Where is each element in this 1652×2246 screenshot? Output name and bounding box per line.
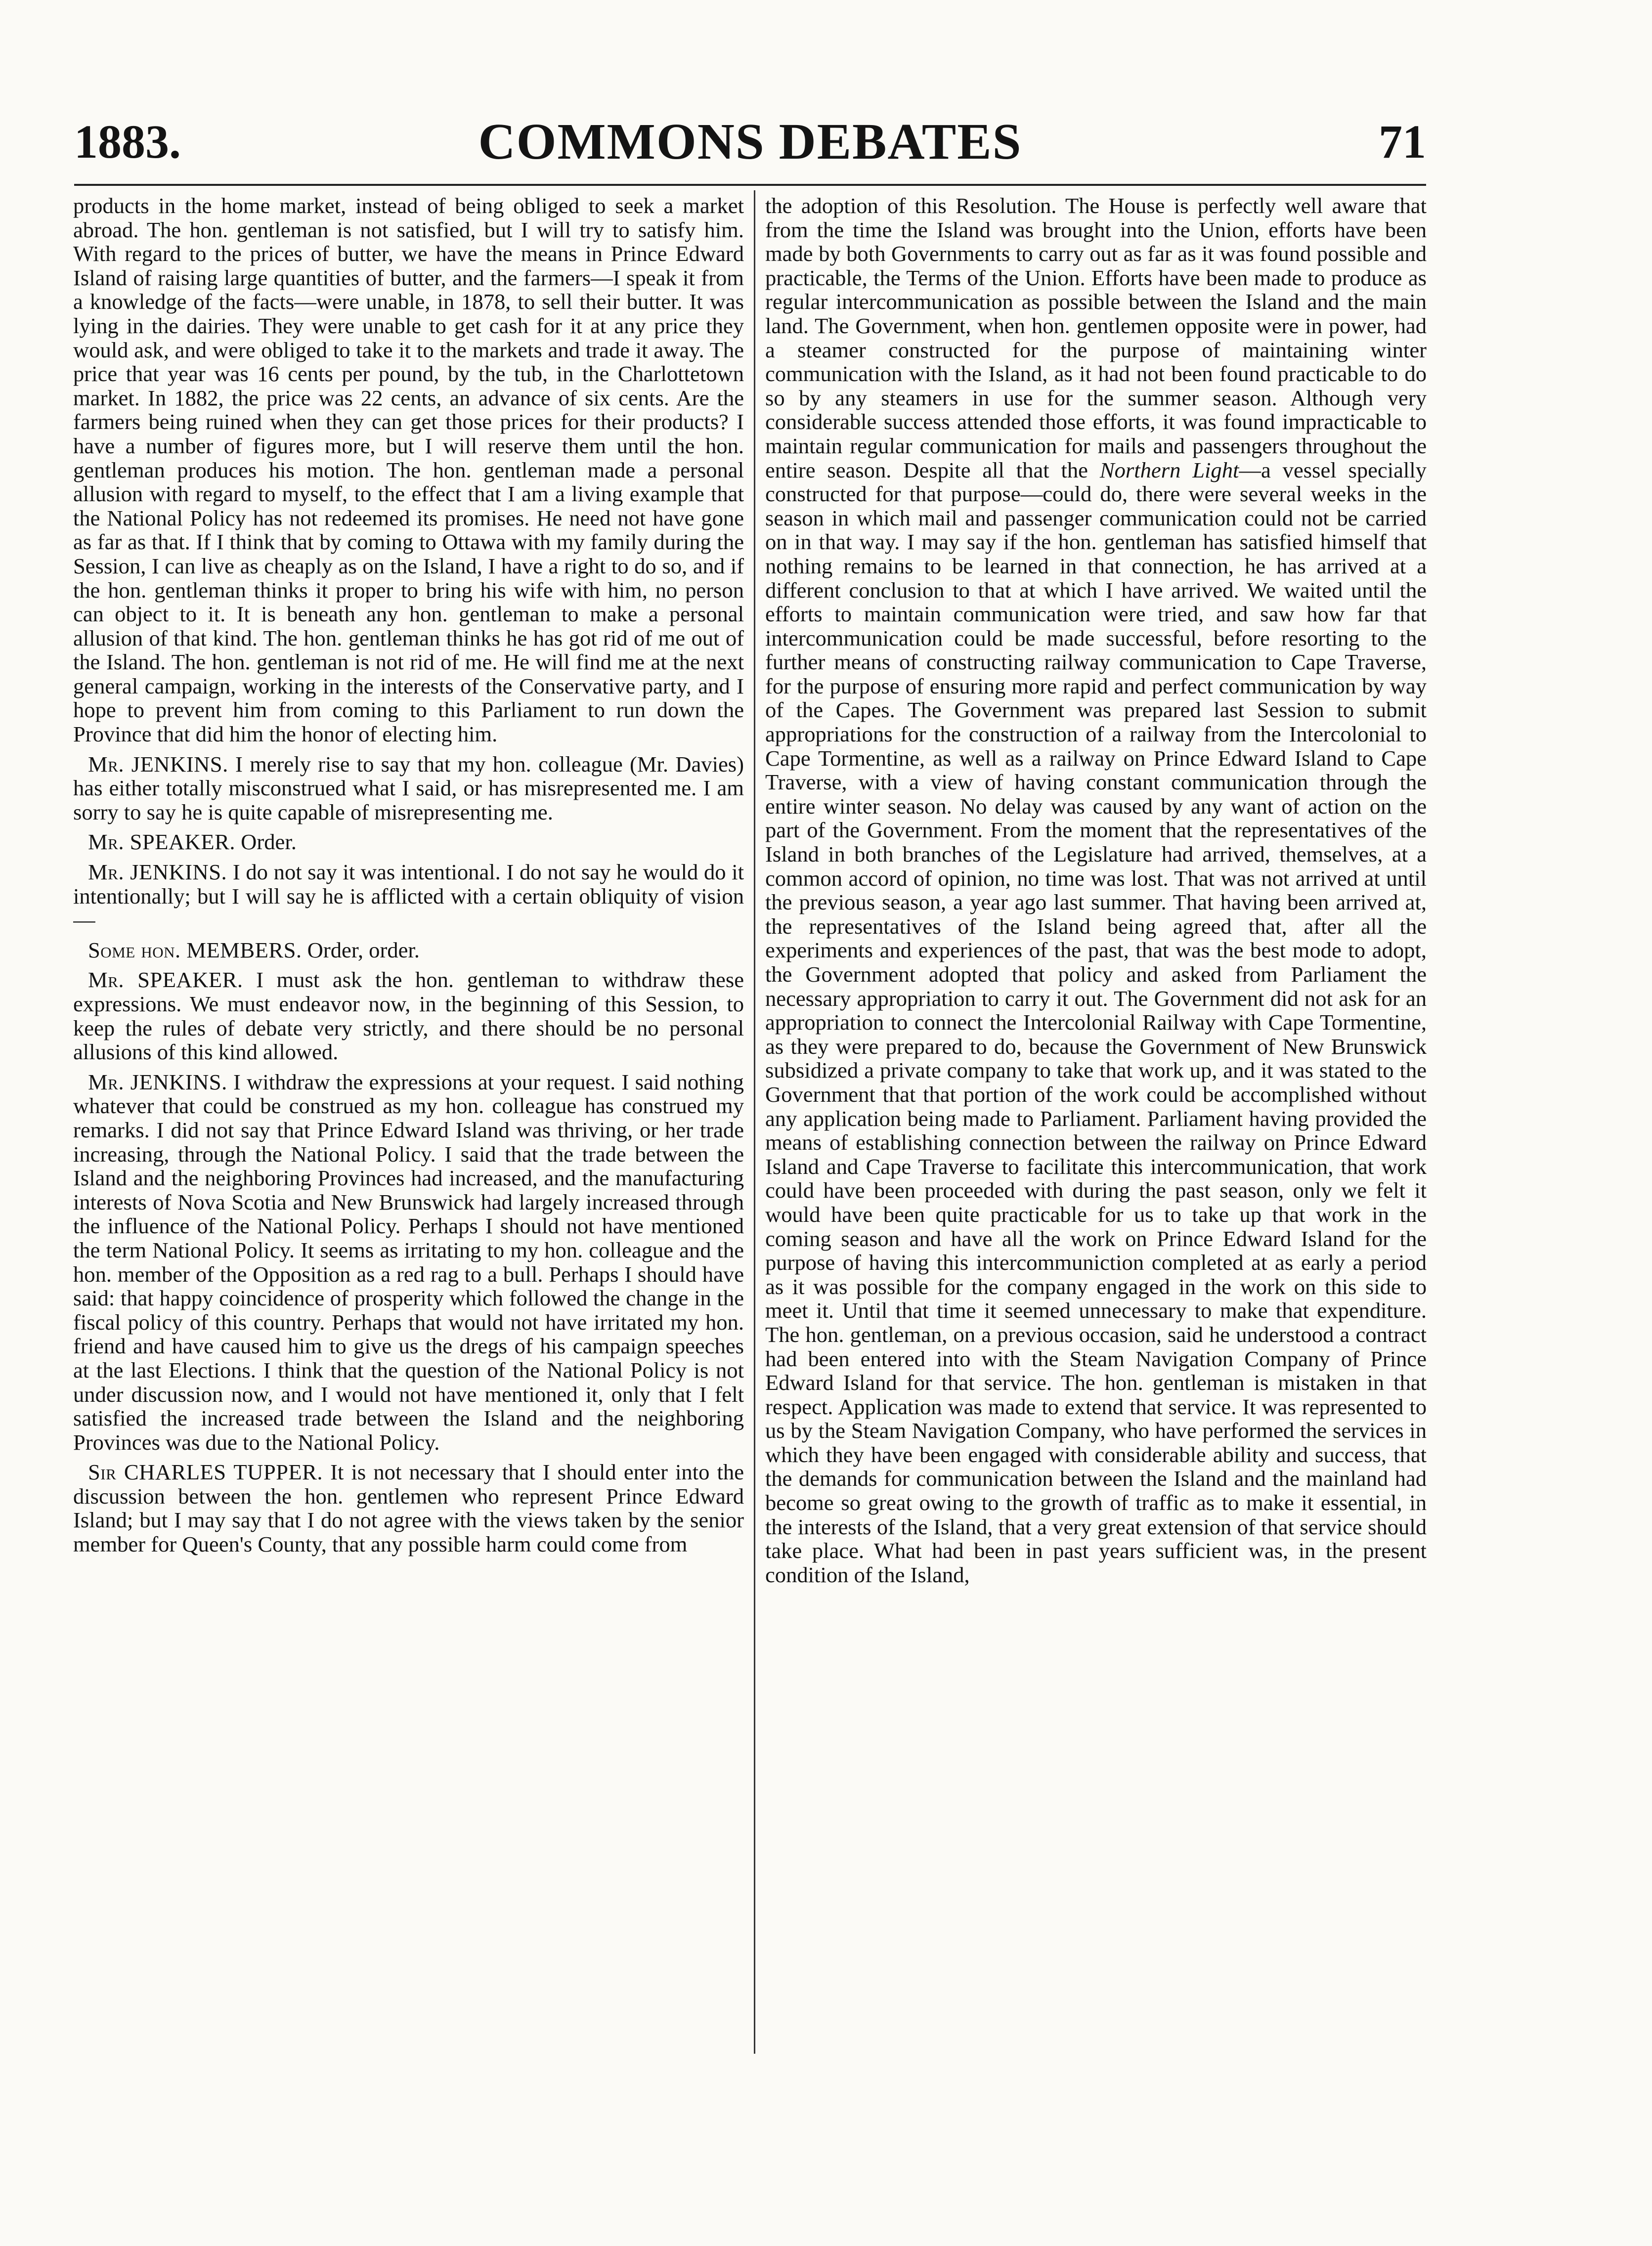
paragraph [73,1070,744,1455]
speech-text: I withdraw the expressions at your request. I said nothing whatever that could be construed as my hon. colleague has construed my remarks. I did not say that Prince Edward Island was thriving, or her trade increasing, through the National Policy. I said that the trade between the Island and the neighboring Provinces had increased, and the manufacturing interests of Nova Scotia and New Brunswick had largely increased through the influence of the National Policy. Perhaps I should not have mentioned the term National Policy. It seems as irritating to my hon. colleague and the hon. member of the Opposition as a red rag to a bull. Perhaps I should have said: that happy coincidence of prosperity which followed the change in the fiscal policy of this country. Perhaps that would not have irritated my hon. friend and have caused him to give us the dregs of his campaign speeches at the last Elections. I think that the question of the National Policy is not under discussion now, and I would not have mentioned it, only that I felt satisfied the increased trade between the Island and the neighboring Provinces was due to the National Policy. [73,1069,744,1455]
column-divider [754,190,755,2054]
speech-text: I must ask the hon. gentleman to withdraw these expressions. We must endeavor now, in the beginning of this Session, to keep the rules of debate very strictly, and there should be no personal allusions of this kind allowed. [73,967,744,1065]
speaker-name: Mr. JENKINS. [88,751,228,777]
paragraph [73,1460,744,1556]
paragraph [73,938,744,962]
speaker-name: Mr. JENKINS. [88,1069,227,1094]
page-header [74,110,1426,174]
speaker-name: Mr. JENKINS. [88,860,227,885]
paragraph [73,830,744,854]
paragraph [765,194,1427,1587]
paragraph [73,752,744,824]
header-rule [74,184,1426,186]
speech-text: I do not say it was intentional. I do not say he would do it intentionally; but I will say he is afflicted with a certain obliquity of vision— [73,860,744,933]
speech-text: I merely rise to say that my hon. colleague (Mr. Davies) has either totally misconstrued what I said, or has misrepresented me. I am sorry to say he is quite capable of misrepresenting me. [73,751,744,824]
speaker-name: Sir CHARLES TUPPER. [88,1460,323,1485]
header-year: 1883. [74,115,181,168]
left-column [73,194,744,2052]
paragraph [73,968,744,1064]
paragraph [73,860,744,932]
speech-text: It is not necessary that I should enter into the discussion between the hon. gentlemen who represent Prince Edward Island; but I may say that I do not agree with the views taken by the senior member for Queen's County, that any possible harm could come from [73,1460,744,1557]
speaker-name: Mr. SPEAKER. [88,967,243,993]
speaker-name: Mr. SPEAKER. [88,829,236,855]
ship-name: Northern Light [1099,457,1239,482]
header-page-number: 71 [1379,115,1426,168]
speaker-name: Some hon. MEMBERS. [88,937,302,962]
speech-text: —a vessel specially constructed for that purpose—could do, there were several weeks in the season in which mail and passenger communication could not be carried on in that way. I may say if the hon. gentleman has satisfied himself that nothing remains to be learned in that connection, he has arrived at a different conclusion to that at which I have arrived. We waited until the efforts to maintain communication were tried, and saw how far that intercommunication could be made successful, before resorting to the further means of constructing railway communication to Cape Traverse, for the purpose of ensuring more rapid and perfect communication by way of the Capes. The Government was prepared last Session to submit appropriations for the construction of a railway from the Intercolonial to Cape Tormentine, as well as a railway on Prince Edward Island to Cape Traverse, with a view of having constant communication through the entire winter season. No delay was caused by any want of action on the part of the Government. From the moment that the representatives of the Island in both branches of the Legislature had arrived, themselves, at a common accord of opinion, no time was lost. That was not arrived at until the previous season, a year ago last summer. That having been arrived at, the representatives of the Island being agreed that, after all the experiments and experiences of the past, that was the best mode to adopt, the Government adopted that policy and asked from Parliament the necessary appropriation to carry it out. The Government did not ask for an appropriation to connect the Intercolonial Railway with Cape Tormentine, as they were prepared to do, because the Government of New Brunswick subsidized a private company to take that work up, and it was stated to the Government that that portion of the work could be accomplished without any application being made to Parliament. Parliament having provided the means of establishing connection between the railway on Prince Edward Island and Cape Traverse to facilitate this intercommunication, that work could have been proceeded with during the past season, only we felt it would have been quite practicable for us to take up that work in the coming season and have all the work on Prince Edward Island for the purpose of having this intercommuniction completed at as early a period as it was possible for the company engaged in the work on this side to meet it. Until that time it seemed unnecessary to make that expenditure. The hon. gentleman, on a previous occasion, said he understood a contract had been entered into with the Steam Navigation Company of Prince Edward Island for that service. The hon. gentleman is mistaken in that respect. Application was made to extend that service. It was represented to us by the Steam Navigation Company, who have performed the services in which they have been engaged with considerable ability and success, that the demands for communication between the Island and the mainland had become so great owing to the growth of traffic as to make it essential, in the interests of the Island, that a very great extension of that service should take place. What had been in past years sufficient was, in the present condition of the Island, [765,457,1427,1587]
speech-text: products in the home market, instead of being obliged to seek a market abroad. The hon. gentleman is not satisfied, but I will try to satisfy him. With regard to the prices of butter, we have the means in Prince Edward Island of raising large quantities of butter, and the farmers—I speak it from a knowledge of the facts—were unable, in 1878, to sell their butter. It was lying in the dairies. They were unable to get cash for it at any price they would ask, and were obliged to take it to the markets and trade it away. The price that year was 16 cents per pound, by the tub, in the Charlottetown market. In 1882, the price was 22 cents, an advance of six cents. Are the farmers being ruined when they can get those prices for their products? I have a number of figures more, but I will reserve them until the hon. gentleman produces his motion. The hon. gentleman made a personal allusion with regard to myself, to the effect that I am a living example that the National Policy has not redeemed its promises. He need not have gone as far as that. If I think that by coming to Ottawa with my family during the Session, I can live as cheaply as on the Island, I have a right to do so, and if the hon. gentleman thinks it proper to bring his wife with him, no person can object to it. It is beneath any hon. gentleman to make a personal allusion of that kind. The hon. gentleman thinks he has got rid of me out of the Island. The hon. gentleman is not rid of me. He will find me at the next general campaign, working in the interests of the Conservative party, and I hope to prevent him from coming to this Parliament to run down the Province that did him the honor of electing him. [73,194,744,747]
speech-text: Order. [241,829,297,855]
paragraph [73,194,744,746]
speech-text: Order, order. [307,937,420,962]
speech-text: the adoption of this Resolution. The House is perfectly well aware that from the time the Island was brought into the Union, efforts have been made by both Governments to carry out as far as it was found possible and practicable, the Terms of the Union. Efforts have been made to produce as regular intercommunication as possible between the Island and the main land. The Government, when hon. gentlemen opposite were in power, had a steamer constructed for the purpose of maintaining winter communication with the Island, as it had not been found practicable to do so by any steamers in use for the summer season. Although very considerable success attended those efforts, it was found impracticable to maintain regular communication for mails and passengers throughout the entire season. Despite all that the [765,194,1427,482]
right-column [765,194,1427,2052]
header-title: COMMONS DEBATES [478,113,1022,170]
